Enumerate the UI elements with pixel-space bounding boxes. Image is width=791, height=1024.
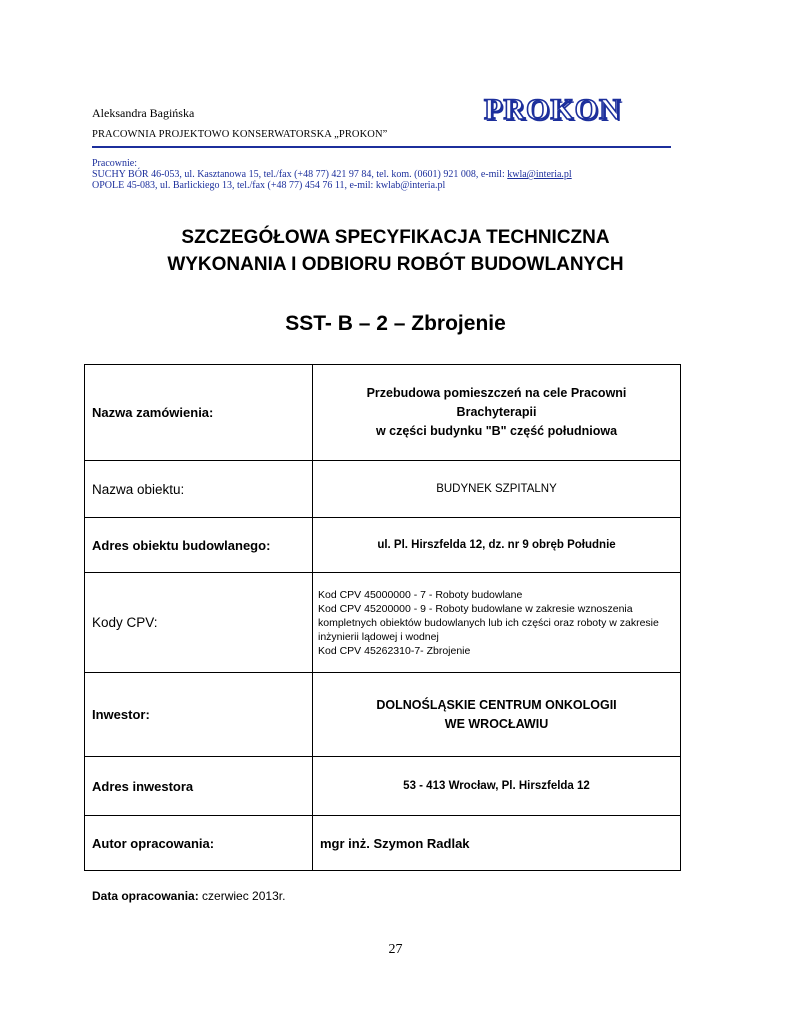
order-value xyxy=(313,365,681,461)
address-suchy-bor-text: SUCHY BÓR 46-053, ul. Kasztanowa 15, tel./fax (+48 77) 421 97 84, tel. kom. (0601) 921 008, e-mil: xyxy=(92,169,508,180)
title-line-1: SZCZEGÓŁOWA SPECYFIKACJA TECHNICZNA xyxy=(181,227,610,248)
header-divider xyxy=(92,146,671,148)
cpv-value xyxy=(313,573,681,673)
date-line xyxy=(92,889,285,903)
object-value: BUDYNEK SZPITALNY xyxy=(313,461,681,518)
cpv-line: kompletnych obiektów budowlanych lub ich części oraz roboty w zakresie xyxy=(318,616,659,629)
address-opole: OPOLE 45-083, ul. Barlickiego 13, tel./fax (+48 77) 454 76 11, e-mil: kwlab@interia.pl xyxy=(92,180,446,191)
investor-address-label: Adres inwestora xyxy=(85,757,313,816)
table-row xyxy=(85,518,681,573)
table-row xyxy=(85,757,681,816)
author-label: Autor opracowania: xyxy=(85,816,313,871)
address-value: ul. Pl. Hirszfelda 12, dz. nr 9 obręb Południe xyxy=(313,518,681,573)
prokon-logo: PROKON xyxy=(484,93,622,126)
table-row xyxy=(85,365,681,461)
address-suchy-bor xyxy=(92,169,572,180)
investor-value xyxy=(313,673,681,757)
object-label: Nazwa obiektu: xyxy=(85,461,313,518)
cpv-line: Kod CPV 45200000 - 9 - Roboty budowlane w zakresie wznoszenia xyxy=(318,602,633,615)
firm-name: PRACOWNIA PROJEKTOWO KONSERWATORSKA „PROKON” xyxy=(92,129,388,140)
investor-value-line-2: WE WROCŁAWIU xyxy=(444,716,549,731)
sst-title: SST- B – 2 – Zbrojenie xyxy=(285,312,506,335)
cpv-line: inżynierii lądowej i wodnej xyxy=(318,630,439,643)
email-link[interactable]: kwla@interia.pl xyxy=(507,169,572,180)
spec-table xyxy=(84,364,681,871)
table-row xyxy=(85,673,681,757)
order-label: Nazwa zamówienia: xyxy=(85,365,313,461)
date-label: Data opracowania: xyxy=(92,889,199,903)
cpv-line: Kod CPV 45262310-7- Zbrojenie xyxy=(318,644,471,657)
table-row xyxy=(85,573,681,673)
order-value-line-2: Brachyterapii xyxy=(456,405,537,419)
table-row xyxy=(85,461,681,518)
order-value-line-3: w części budynku "B" część południowa xyxy=(375,424,618,438)
cpv-label: Kody CPV: xyxy=(85,573,313,673)
cpv-line: Kod CPV 45000000 - 7 - Roboty budowlane xyxy=(318,588,523,601)
page-number: 27 xyxy=(388,942,403,957)
title-line-2: WYKONANIA I ODBIORU ROBÓT BUDOWLANYCH xyxy=(167,254,624,275)
address-label: Adres obiektu budowlanego: xyxy=(85,518,313,573)
table-row xyxy=(85,816,681,871)
contact-label: Pracownie: xyxy=(92,158,137,169)
investor-value-line-1: DOLNOŚLĄSKIE CENTRUM ONKOLOGII xyxy=(376,697,617,712)
date-value: czerwiec 2013r. xyxy=(198,889,286,903)
investor-label: Inwestor: xyxy=(85,673,313,757)
order-value-line-1: Przebudowa pomieszczeń na cele Pracowni xyxy=(366,386,627,400)
author-name: Aleksandra Bagińska xyxy=(92,106,195,120)
investor-address-value: 53 - 413 Wrocław, Pl. Hirszfelda 12 xyxy=(313,757,681,816)
author-value: mgr inż. Szymon Radlak xyxy=(313,816,681,871)
